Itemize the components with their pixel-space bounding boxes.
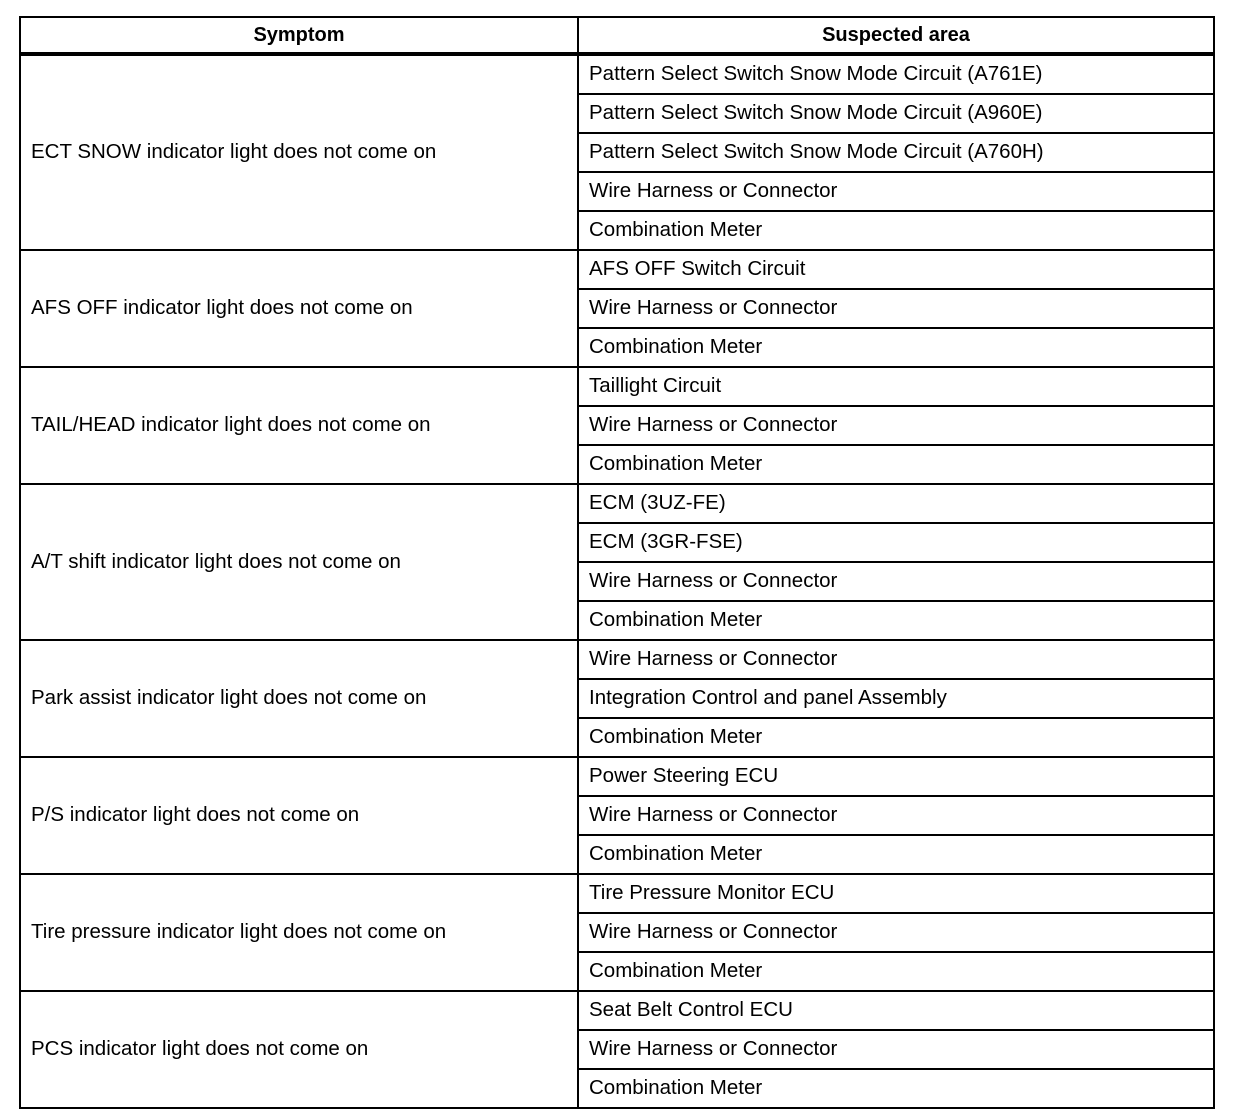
troubleshooting-table-container <box>19 16 1213 1108</box>
table-row <box>20 757 1214 796</box>
suspected-area-cell: Pattern Select Switch Snow Mode Circuit (A960E) <box>578 94 1214 133</box>
symptom-cell: TAIL/HEAD indicator light does not come on <box>20 367 578 484</box>
suspected-area-cell: Combination Meter <box>578 835 1214 874</box>
table-row <box>20 250 1214 289</box>
header-symptom: Symptom <box>20 17 578 54</box>
suspected-area-cell: Combination Meter <box>578 601 1214 640</box>
suspected-area-cell: Wire Harness or Connector <box>578 913 1214 952</box>
suspected-area-cell: Combination Meter <box>578 1069 1214 1108</box>
symptom-cell: Park assist indicator light does not come on <box>20 640 578 757</box>
suspected-area-cell: Combination Meter <box>578 445 1214 484</box>
suspected-area-cell: Wire Harness or Connector <box>578 172 1214 211</box>
header-suspected-area: Suspected area <box>578 17 1214 54</box>
suspected-area-cell: Wire Harness or Connector <box>578 796 1214 835</box>
suspected-area-cell: Wire Harness or Connector <box>578 1030 1214 1069</box>
suspected-area-cell: Tire Pressure Monitor ECU <box>578 874 1214 913</box>
suspected-area-cell: Combination Meter <box>578 718 1214 757</box>
symptom-cell: PCS indicator light does not come on <box>20 991 578 1108</box>
suspected-area-cell: Pattern Select Switch Snow Mode Circuit (A760H) <box>578 133 1214 172</box>
symptom-table <box>19 16 1215 1109</box>
suspected-area-cell: Wire Harness or Connector <box>578 562 1214 601</box>
suspected-area-cell: Seat Belt Control ECU <box>578 991 1214 1030</box>
suspected-area-cell: Pattern Select Switch Snow Mode Circuit (A761E) <box>578 54 1214 94</box>
suspected-area-cell: Wire Harness or Connector <box>578 640 1214 679</box>
suspected-area-cell: ECM (3UZ-FE) <box>578 484 1214 523</box>
table-body <box>20 54 1214 1108</box>
symptom-cell: AFS OFF indicator light does not come on <box>20 250 578 367</box>
symptom-cell: ECT SNOW indicator light does not come on <box>20 54 578 250</box>
table-row <box>20 54 1214 94</box>
suspected-area-cell: ECM (3GR-FSE) <box>578 523 1214 562</box>
table-row <box>20 991 1214 1030</box>
suspected-area-cell: Combination Meter <box>578 952 1214 991</box>
table-header <box>20 17 1214 54</box>
suspected-area-cell: Combination Meter <box>578 211 1214 250</box>
symptom-cell: A/T shift indicator light does not come on <box>20 484 578 640</box>
symptom-cell: Tire pressure indicator light does not come on <box>20 874 578 991</box>
suspected-area-cell: Combination Meter <box>578 328 1214 367</box>
symptom-cell: P/S indicator light does not come on <box>20 757 578 874</box>
suspected-area-cell: Integration Control and panel Assembly <box>578 679 1214 718</box>
suspected-area-cell: Wire Harness or Connector <box>578 406 1214 445</box>
header-row <box>20 17 1214 54</box>
suspected-area-cell: AFS OFF Switch Circuit <box>578 250 1214 289</box>
suspected-area-cell: Wire Harness or Connector <box>578 289 1214 328</box>
suspected-area-cell: Taillight Circuit <box>578 367 1214 406</box>
table-row <box>20 874 1214 913</box>
suspected-area-cell: Power Steering ECU <box>578 757 1214 796</box>
table-row <box>20 367 1214 406</box>
table-row <box>20 640 1214 679</box>
table-row <box>20 484 1214 523</box>
